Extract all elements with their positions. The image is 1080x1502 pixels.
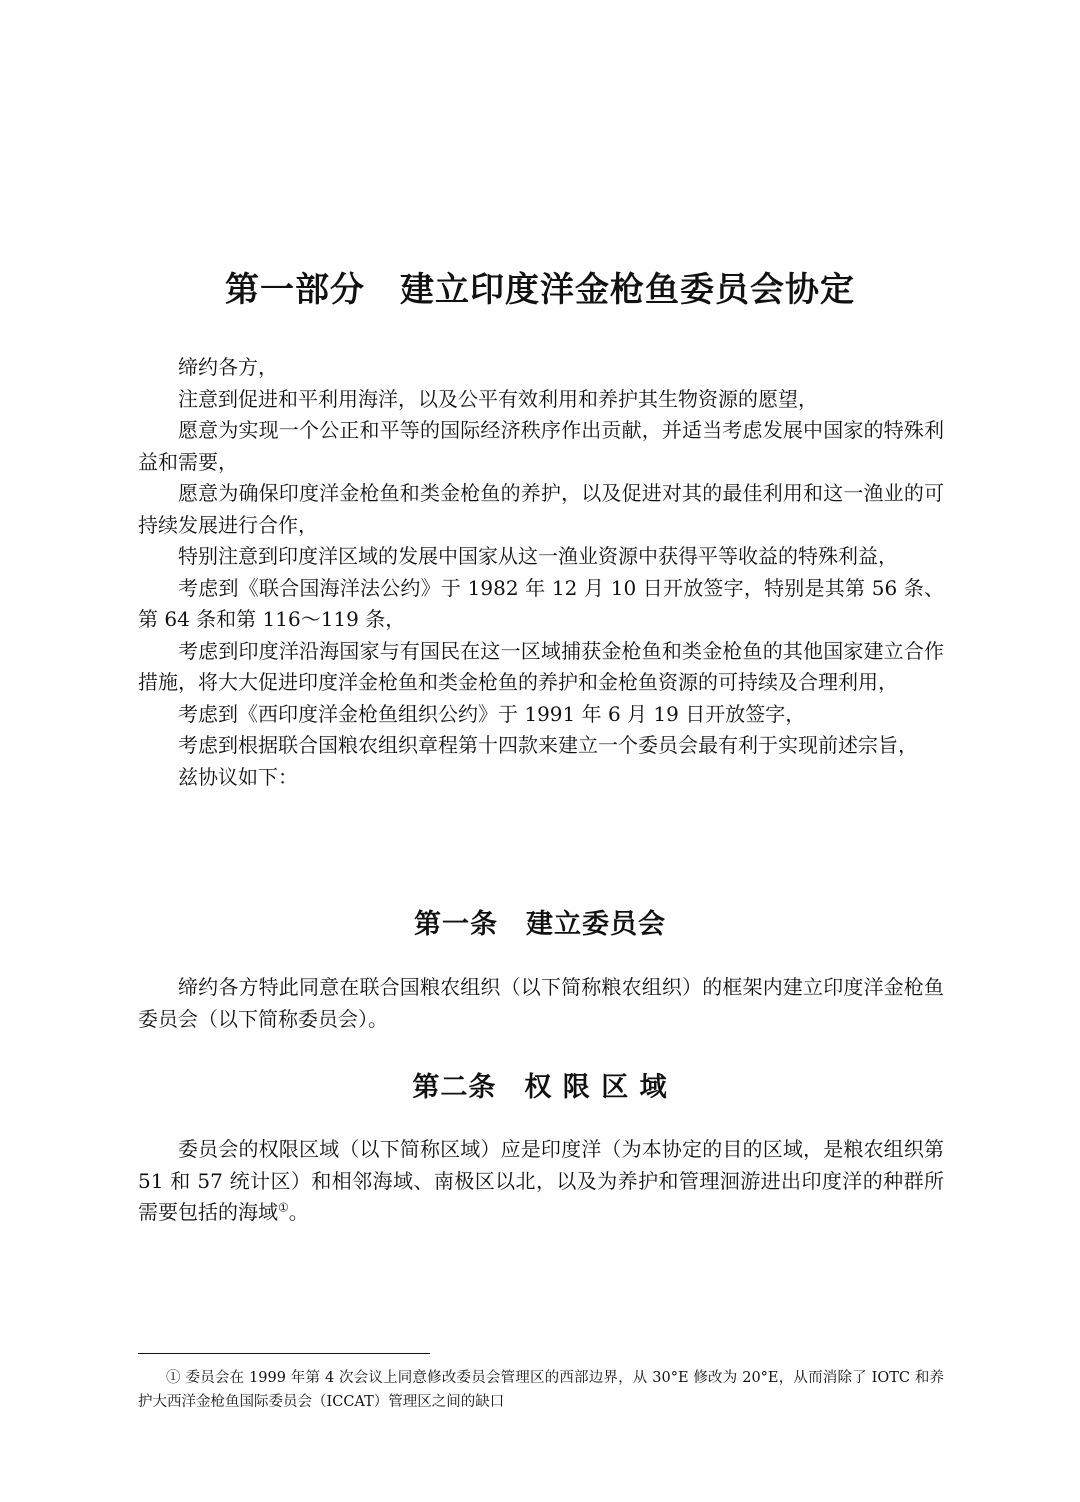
preamble-paragraph: 考虑到《联合国海洋法公约》于 1982 年 12 月 10 日开放签字，特别是其第 56 条、第 64 条和第 116～119 条，: [138, 575, 944, 631]
preamble-paragraph: 愿意为实现一个公正和平等的国际经济秩序作出贡献，并适当考虑发展中国家的特殊利益和需要，: [138, 418, 944, 474]
preamble-paragraph: 特别注意到印度洋区域的发展中国家从这一渔业资源中获得平等收益的特殊利益，: [178, 544, 898, 568]
article-1-text: 缔约各方特此同意在联合国粮农组织（以下简称粮农组织）的框架内建立印度洋金枪鱼委员会（以下简称委员会）。: [138, 975, 944, 1031]
article-1-heading: 第一条 建立委员会: [414, 909, 666, 940]
preamble-paragraph: 注意到促进和平利用海洋，以及公平有效利用和养护其生物资源的愿望，: [178, 386, 818, 411]
footnote-reference[interactable]: ①: [278, 1200, 289, 1215]
preamble-paragraph: 考虑到《西印度洋金枪鱼组织公约》于 1991 年 6 月 19 日开放签字，: [178, 701, 806, 726]
footnote-marker: ①: [166, 1370, 181, 1386]
page-title: 第一部分 建立印度洋金枪鱼委员会协定: [225, 270, 855, 310]
article-1-body: [138, 972, 944, 1035]
preamble-paragraph: 缔约各方，: [178, 355, 278, 379]
article-2-paragraph: [138, 1134, 944, 1229]
footnote-divider: [138, 1353, 430, 1354]
preamble-paragraph: 考虑到根据联合国粮农组织章程第十四款来建立一个委员会最有利于实现前述宗旨，: [178, 733, 918, 757]
article-2-text-end: 。: [288, 1200, 309, 1224]
preamble-paragraph: 考虑到印度洋沿海国家与有国民在这一区域捕获金枪鱼和类金枪鱼的其他国家建立合作措施，将大大促进印度洋金枪鱼和类金枪鱼的养护和金枪鱼资源的可持续及合理利用，: [138, 638, 944, 694]
article-2-body: [138, 1134, 944, 1229]
preamble-paragraph: 兹协议如下：: [178, 764, 298, 789]
footnote: [138, 1366, 944, 1414]
footnote-text: 委员会在 1999 年第 4 次会议上同意修改委员会管理区的西部边界，从 30°E 修改为 20°E，从而消除了 IOTC 和养护大西洋金枪鱼国际委员会（ICCAT）管理区之间的缺口: [138, 1370, 945, 1410]
article-2-text: 委员会的权限区域（以下简称区域）应是印度洋（为本协定的目的区域，是粮农组织第 51 和 57 统计区）和相邻海域、南极区以北，以及为养护和管理洄游进出印度洋的种群所需要包括的海域: [138, 1137, 944, 1224]
preamble-paragraph: 愿意为确保印度洋金枪鱼和类金枪鱼的养护，以及促进对其的最佳利用和这一渔业的可持续发展进行合作，: [138, 481, 944, 537]
article-2-heading: 第二条 权 限 区 域: [412, 1072, 668, 1103]
preamble: [138, 352, 944, 793]
